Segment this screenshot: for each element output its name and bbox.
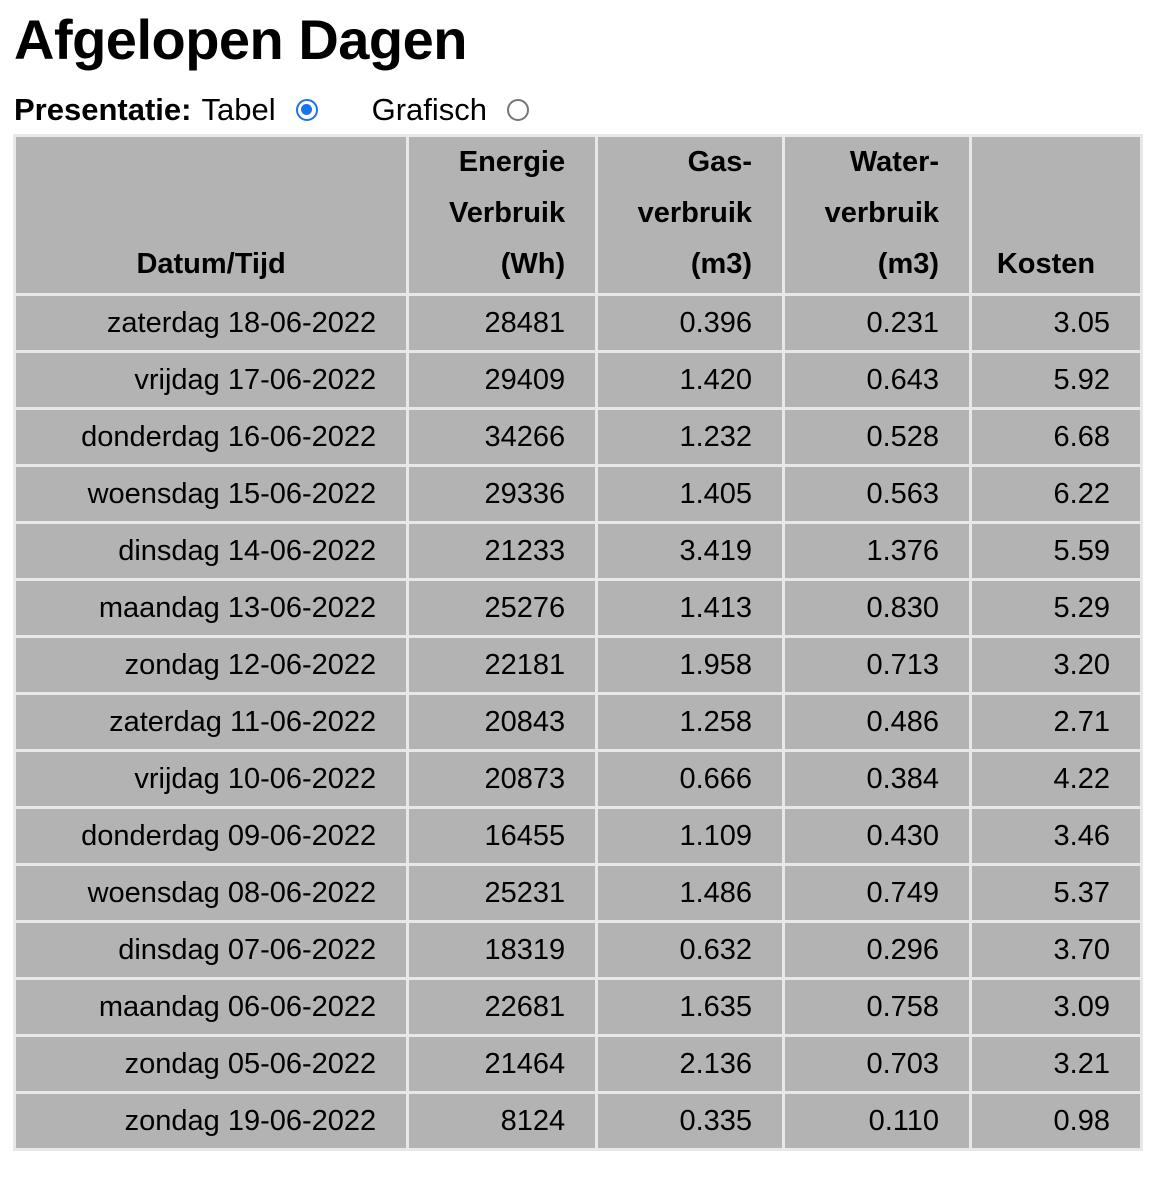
page-title: Afgelopen Dagen [14, 8, 467, 71]
header-energie [409, 137, 595, 293]
table-row [16, 923, 1140, 977]
cell-energie: 20873 [409, 752, 595, 806]
cell-datum: vrijdag 17-06-2022 [16, 353, 406, 407]
cell-water: 0.830 [785, 581, 969, 635]
header-energie-line-1: Energie [458, 146, 566, 178]
cell-kosten: 5.37 [972, 866, 1140, 920]
radio-tabel[interactable] [296, 99, 318, 121]
cell-energie: 21464 [409, 1037, 595, 1091]
table-row [16, 752, 1140, 806]
cell-water: 0.713 [785, 638, 969, 692]
cell-water: 0.231 [785, 296, 969, 350]
cell-water: 0.384 [785, 752, 969, 806]
header-water-line-3: (m3) [877, 248, 940, 280]
cell-datum: zaterdag 18-06-2022 [16, 296, 406, 350]
cell-energie: 16455 [409, 809, 595, 863]
option-grafisch[interactable] [372, 92, 529, 128]
cell-gas: 1.232 [598, 410, 782, 464]
cell-kosten: 3.09 [972, 980, 1140, 1034]
cell-gas: 1.958 [598, 638, 782, 692]
option-grafisch-label[interactable]: Grafisch [371, 92, 487, 127]
cell-datum: zondag 19-06-2022 [16, 1094, 406, 1148]
cell-kosten: 3.20 [972, 638, 1140, 692]
cell-water: 0.528 [785, 410, 969, 464]
cell-energie: 20843 [409, 695, 595, 749]
cell-kosten: 4.22 [972, 752, 1140, 806]
cell-gas: 3.419 [598, 524, 782, 578]
cell-energie: 8124 [409, 1094, 595, 1148]
cell-datum: donderdag 16-06-2022 [16, 410, 406, 464]
cell-datum: woensdag 08-06-2022 [16, 866, 406, 920]
header-kosten-line: Kosten [996, 248, 1096, 280]
presentation-label: Presentatie: [14, 92, 192, 127]
table-row [16, 638, 1140, 692]
table-row [16, 467, 1140, 521]
cell-gas: 1.413 [598, 581, 782, 635]
cell-datum: donderdag 09-06-2022 [16, 809, 406, 863]
table-row [16, 980, 1140, 1034]
cell-energie: 21233 [409, 524, 595, 578]
cell-energie: 25231 [409, 866, 595, 920]
table-row [16, 1094, 1140, 1148]
cell-energie: 29409 [409, 353, 595, 407]
cell-water: 0.563 [785, 467, 969, 521]
cell-datum: vrijdag 10-06-2022 [16, 752, 406, 806]
cell-datum: dinsdag 07-06-2022 [16, 923, 406, 977]
table-row [16, 581, 1140, 635]
header-gas-line-1: Gas- [687, 146, 753, 178]
cell-water: 0.758 [785, 980, 969, 1034]
table-row [16, 524, 1140, 578]
table-row [16, 866, 1140, 920]
table-row [16, 410, 1140, 464]
cell-kosten: 5.29 [972, 581, 1140, 635]
cell-water: 0.749 [785, 866, 969, 920]
table-row [16, 1037, 1140, 1091]
cell-kosten: 3.05 [972, 296, 1140, 350]
table-body [16, 296, 1140, 1148]
cell-water: 0.430 [785, 809, 969, 863]
cell-kosten: 3.70 [972, 923, 1140, 977]
header-water-line-2: verbruik [824, 197, 940, 229]
header-water [785, 137, 969, 293]
cell-gas: 0.396 [598, 296, 782, 350]
cell-datum: zaterdag 11-06-2022 [16, 695, 406, 749]
cell-water: 0.110 [785, 1094, 969, 1148]
cell-datum: zondag 05-06-2022 [16, 1037, 406, 1091]
cell-kosten: 6.22 [972, 467, 1140, 521]
cell-kosten: 0.98 [972, 1094, 1140, 1148]
cell-gas: 1.420 [598, 353, 782, 407]
cell-gas: 1.258 [598, 695, 782, 749]
header-kosten [972, 137, 1140, 293]
cell-gas: 1.635 [598, 980, 782, 1034]
header-gas-line-2: verbruik [637, 197, 753, 229]
cell-gas: 1.109 [598, 809, 782, 863]
cell-kosten: 2.71 [972, 695, 1140, 749]
cell-kosten: 3.46 [972, 809, 1140, 863]
header-datum-line: Datum/Tijd [136, 248, 286, 280]
table-row [16, 353, 1140, 407]
cell-kosten: 5.92 [972, 353, 1140, 407]
cell-energie: 22681 [409, 980, 595, 1034]
cell-gas: 0.666 [598, 752, 782, 806]
cell-water: 0.703 [785, 1037, 969, 1091]
presentation-selector [14, 88, 529, 132]
cell-energie: 18319 [409, 923, 595, 977]
cell-datum: dinsdag 14-06-2022 [16, 524, 406, 578]
header-datum [16, 137, 406, 293]
cell-datum: zondag 12-06-2022 [16, 638, 406, 692]
cell-datum: maandag 06-06-2022 [16, 980, 406, 1034]
header-gas [598, 137, 782, 293]
cell-kosten: 5.59 [972, 524, 1140, 578]
header-gas-line-3: (m3) [690, 248, 753, 280]
cell-water: 0.296 [785, 923, 969, 977]
cell-water: 1.376 [785, 524, 969, 578]
header-water-line-1: Water- [849, 146, 940, 178]
cell-datum: woensdag 15-06-2022 [16, 467, 406, 521]
header-energie-line-3: (Wh) [500, 248, 566, 280]
cell-energie: 22181 [409, 638, 595, 692]
cell-energie: 29336 [409, 467, 595, 521]
usage-table [13, 134, 1143, 1151]
header-energie-line-2: Verbruik [449, 197, 566, 229]
cell-gas: 0.632 [598, 923, 782, 977]
cell-kosten: 6.68 [972, 410, 1140, 464]
cell-water: 0.486 [785, 695, 969, 749]
cell-datum: maandag 13-06-2022 [16, 581, 406, 635]
cell-gas: 1.486 [598, 866, 782, 920]
table-row [16, 296, 1140, 350]
cell-kosten: 3.21 [972, 1037, 1140, 1091]
option-tabel-label[interactable]: Tabel [201, 92, 276, 127]
cell-energie: 34266 [409, 410, 595, 464]
cell-water: 0.643 [785, 353, 969, 407]
cell-gas: 1.405 [598, 467, 782, 521]
table-header-row [16, 137, 1140, 293]
cell-energie: 28481 [409, 296, 595, 350]
option-tabel[interactable] [201, 92, 317, 128]
cell-energie: 25276 [409, 581, 595, 635]
table-row [16, 809, 1140, 863]
cell-gas: 0.335 [598, 1094, 782, 1148]
cell-gas: 2.136 [598, 1037, 782, 1091]
table-row [16, 695, 1140, 749]
radio-grafisch[interactable] [507, 99, 529, 121]
